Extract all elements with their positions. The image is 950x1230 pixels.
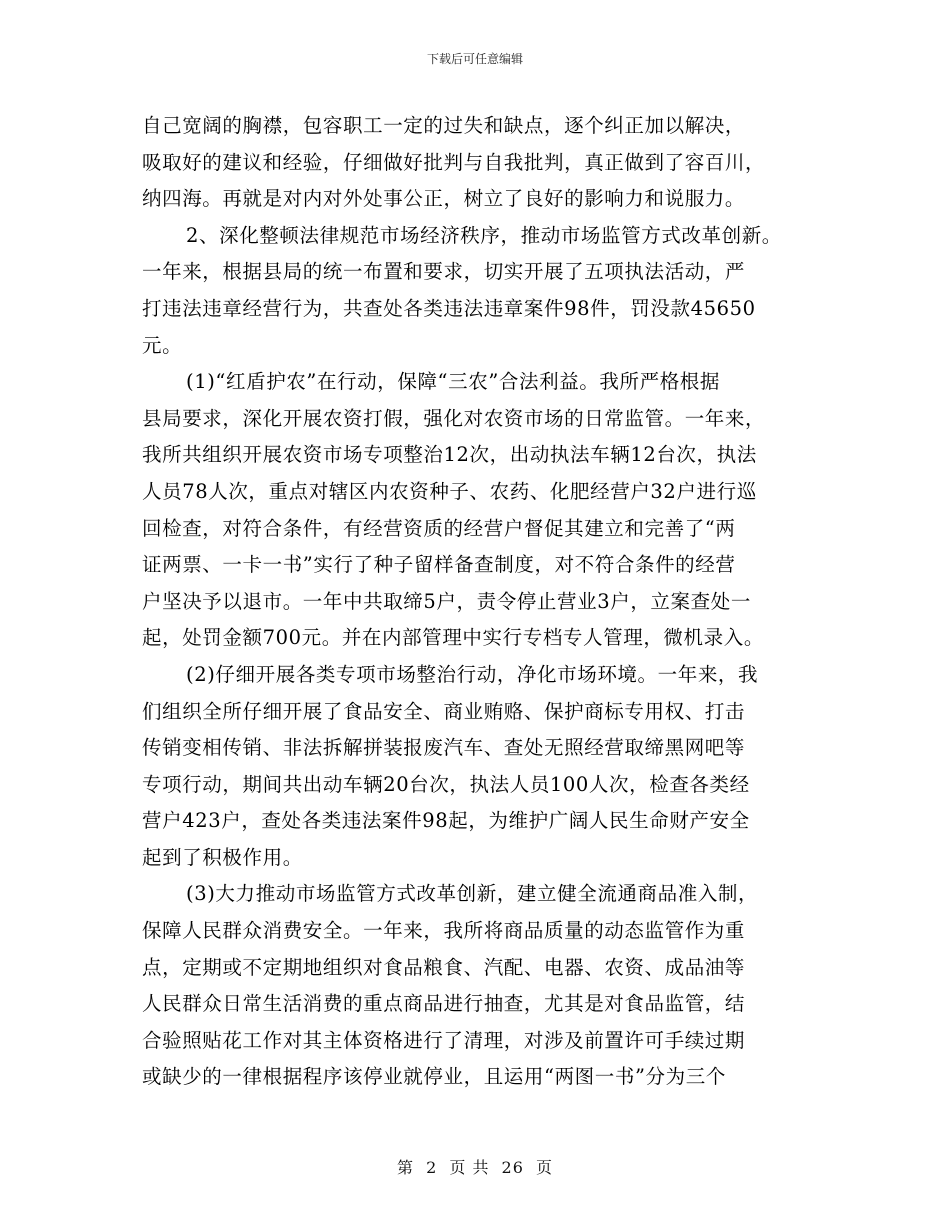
footer-suffix: 页 bbox=[536, 1158, 554, 1177]
text-line: 保障人民群众消费安全。一年来，我所将商品质量的动态监管作为重 bbox=[142, 919, 746, 943]
footer-prefix: 第 bbox=[396, 1158, 414, 1177]
text-line: 们组织全所仔细开展了食品安全、商业贿赂、保护商标专用权、打击 bbox=[142, 699, 746, 723]
text-line: 我所共组织开展农资市场专项整治12次，出动执法车辆12台次，执法 bbox=[142, 443, 757, 467]
footer-total-pages: 26 bbox=[501, 1158, 524, 1177]
text-line: 营户423户，查处各类违法案件98起，为维护广阔人民生命财产安全 bbox=[142, 809, 750, 833]
text-line: 传销变相传销、非法拆解拼装报废汽车、查处无照经营取缔黑网吧等 bbox=[142, 736, 746, 760]
text-line: 专项行动，期间共出动车辆20台次，执法人员100人次，检查各类经 bbox=[142, 772, 750, 796]
text-line: 户坚决予以退市。一年中共取缔5户，责令停止营业3户，立案查处一 bbox=[142, 589, 751, 613]
text-line: 一年来，根据县局的统一布置和要求，切实开展了五项执法活动，严 bbox=[142, 260, 746, 284]
text-line: 起到了积极作用。 bbox=[142, 845, 303, 869]
text-line: 人民群众日常生活消费的重点商品进行抽查，尤其是对食品监管，结 bbox=[142, 992, 746, 1016]
text-line: 证两票、一卡一书”实行了种子留样备查制度，对不符合条件的经营 bbox=[142, 553, 736, 577]
text-line: 县局要求，深化开展农资打假，强化对农资市场的日常监管。一年来， bbox=[142, 406, 766, 430]
text-line: 2、深化整顿法律规范市场经济秩序，推动市场监管方式改革创新。 bbox=[186, 223, 782, 247]
page-footer bbox=[0, 1155, 950, 1178]
text-line: 或缺少的一律根据程序该停业就停业，且运用“两图一书”分为三个 bbox=[142, 1065, 726, 1089]
footer-page-number: 2 bbox=[426, 1158, 438, 1177]
text-line: 吸取好的建议和经验，仔细做好批判与自我批判，真正做到了容百川， bbox=[142, 150, 766, 174]
footer-middle: 页 共 bbox=[449, 1158, 490, 1177]
text-line: 自己宽阔的胸襟，包容职工一定的过失和缺点，逐个纠正加以解决， bbox=[142, 114, 746, 137]
text-line: 人员78人次，重点对辖区内农资种子、农药、化肥经营户32户进行巡 bbox=[142, 479, 757, 503]
text-line: 纳四海。再就是对内对外处事公正，树立了良好的影响力和说服力。 bbox=[142, 187, 746, 211]
text-line: 合验照贴花工作对其主体资格进行了清理，对涉及前置许可手续过期 bbox=[142, 1028, 746, 1052]
document-body bbox=[142, 108, 814, 1096]
text-line: 元。 bbox=[142, 333, 183, 357]
text-line: 点，定期或不定期地组织对食品粮食、汽配、电器、农资、成品油等 bbox=[142, 955, 746, 979]
text-line: (3)大力推动市场监管方式改革创新，建立健全流通商品准入制， bbox=[186, 882, 759, 906]
text-line: 回检查，对符合条件，有经营资质的经营户督促其建立和完善了“两 bbox=[142, 516, 736, 540]
text-line: 打违法违章经营行为，共查处各类违法违章案件98件，罚没款45650 bbox=[142, 296, 756, 320]
header-note: 下载后可任意编辑 bbox=[426, 52, 523, 66]
text-line: 起，处罚金额700元。并在内部管理中实行专档专人管理，微机录入。 bbox=[142, 626, 764, 650]
text-line: (1)“红盾护农”在行动，保障“三农”合法利益。我所严格根据 bbox=[186, 370, 720, 394]
text-line: (2)仔细开展各类专项市场整治行动，净化市场环境。一年来，我 bbox=[186, 662, 759, 686]
